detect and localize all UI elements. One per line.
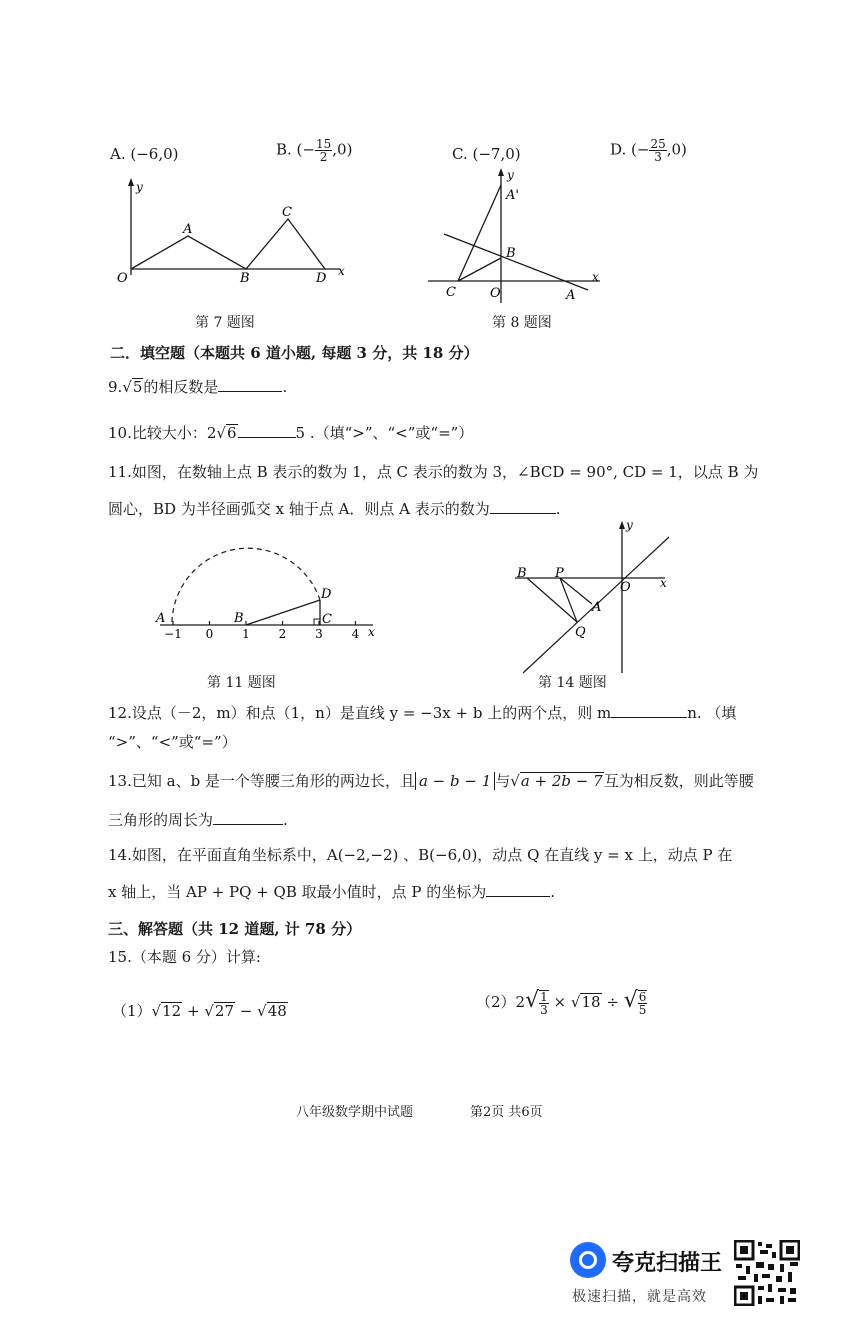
fig11-tick-label: −1 <box>164 627 182 641</box>
question-12-line-2: “>”、“<”或“=”） <box>108 733 237 751</box>
fig7-a-label: A <box>183 222 193 237</box>
question-14-line-1: 14.如图，在平面直角坐标系中，A(−2,−2) 、B(−6,0)，动点 Q 在直线 y = x 上，动点 P 在 <box>108 846 733 864</box>
question-15-title: 15.（本题 6 分）计算: <box>108 948 261 966</box>
option-d: D. (− $\frac{25}{3}$ ,0) <box>610 137 687 164</box>
question-13-line-2: 三角形的周长为 . <box>108 811 288 829</box>
option-b: B. (− $\frac{15}{2}$ ,0) <box>276 137 353 164</box>
fig8-caption: 第 8 题图 <box>492 315 552 331</box>
fig11-tick-label: 3 <box>315 627 323 641</box>
question-12-line-1: 12.设点（－2，m）和点（1，n）是直线 y = −3x + b 上的两个点，则 m n. （填 <box>108 704 737 722</box>
question-13-line-1: 13.已知 a、b 是一个等腰三角形的两边长，且 a − b − 1 与√a + 2b − 7互为相反数，则此等腰 <box>108 772 754 790</box>
figure-8 <box>428 165 618 305</box>
fig14-q-label: Q <box>575 625 586 640</box>
fig11-c-label: C <box>322 612 332 627</box>
fig14-x-label: x <box>660 576 667 590</box>
question-11-line-2: 圆心，BD 为半径画弧交 x 轴于点 A．则点 A 表示的数为 . <box>108 500 561 518</box>
fig7-o-label: O <box>117 271 128 286</box>
fig14-a-label: A <box>592 600 602 615</box>
qr-code-icon <box>734 1240 800 1306</box>
fig8-a-prime-label: A' <box>506 188 519 203</box>
fig8-c-label: C <box>446 285 456 300</box>
fig14-o-label: O <box>620 580 631 595</box>
fig8-y-label: y <box>507 168 514 182</box>
fig8-a-label: A <box>566 288 576 303</box>
question-14-line-2: x 轴上，当 AP + PQ + QB 取最小值时，点 P 的坐标为 . <box>108 883 556 901</box>
fig11-d-label: D <box>321 587 332 602</box>
fig7-x-label: x <box>338 264 345 278</box>
fig7-d-label: D <box>316 271 327 286</box>
figure-11 <box>148 540 388 645</box>
question-9: 9.√5的相反数是 . <box>108 378 288 396</box>
footer-page: 第2页 共6页 <box>470 1105 543 1120</box>
watermark-slogan: 极速扫描，就是高效 <box>572 1289 707 1305</box>
watermark-name: 夸克扫描王 <box>612 1251 723 1276</box>
figure-7 <box>110 175 360 290</box>
question-15-part-2: （2）2√ $\frac{1}{3}$ × √18 ÷ √ $\frac{6}{5}$ <box>476 988 647 1017</box>
fig7-caption: 第 7 题图 <box>195 315 255 331</box>
fig11-x-label: x <box>368 625 375 639</box>
fig11-tick-label: 2 <box>278 627 287 641</box>
fig11-caption: 第 11 题图 <box>207 675 276 691</box>
fig11-tick-label: 0 <box>205 627 214 641</box>
section-3-title: 三、解答题（共 12 道题, 计 78 分） <box>108 920 362 938</box>
fig14-b-label: B <box>517 566 527 581</box>
question-11-line-1: 11.如图，在数轴上点 B 表示的数为 1，点 C 表示的数为 3，∠BCD = 90°, CD = 1，以点 B 为 <box>108 463 759 481</box>
fig11-b-label: B <box>234 611 244 626</box>
footer-title: 八年级数学期中试题 <box>296 1105 414 1120</box>
fig8-b-label: B <box>506 246 516 261</box>
question-10: 10.比较大小：2√6 5 .（填“>”、“<”或“=”） <box>108 424 474 442</box>
fig11-a-label: A <box>156 611 166 626</box>
fig7-b-label: B <box>240 271 250 286</box>
fig14-caption: 第 14 题图 <box>538 675 607 691</box>
fig14-p-label: P <box>555 566 564 581</box>
question-15-part-1: （1）√12 + √27 − √48 <box>112 1002 287 1020</box>
quark-logo-icon <box>570 1242 606 1278</box>
fig8-x-label: x <box>592 270 599 284</box>
figure-14 <box>505 515 675 675</box>
fig11-tick-label: 1 <box>242 627 250 641</box>
fig7-y-label: y <box>136 180 143 194</box>
fig7-c-label: C <box>282 205 292 220</box>
option-c: C. (−7,0) <box>452 145 521 163</box>
fig8-o-label: O <box>490 286 501 301</box>
section-2-title: 二．填空题（本题共 6 道小题, 每题 3 分，共 18 分） <box>110 344 479 362</box>
fig11-tick-label: 4 <box>351 627 360 641</box>
option-a: A. (−6,0) <box>110 145 179 163</box>
fig14-y-label: y <box>626 518 633 532</box>
